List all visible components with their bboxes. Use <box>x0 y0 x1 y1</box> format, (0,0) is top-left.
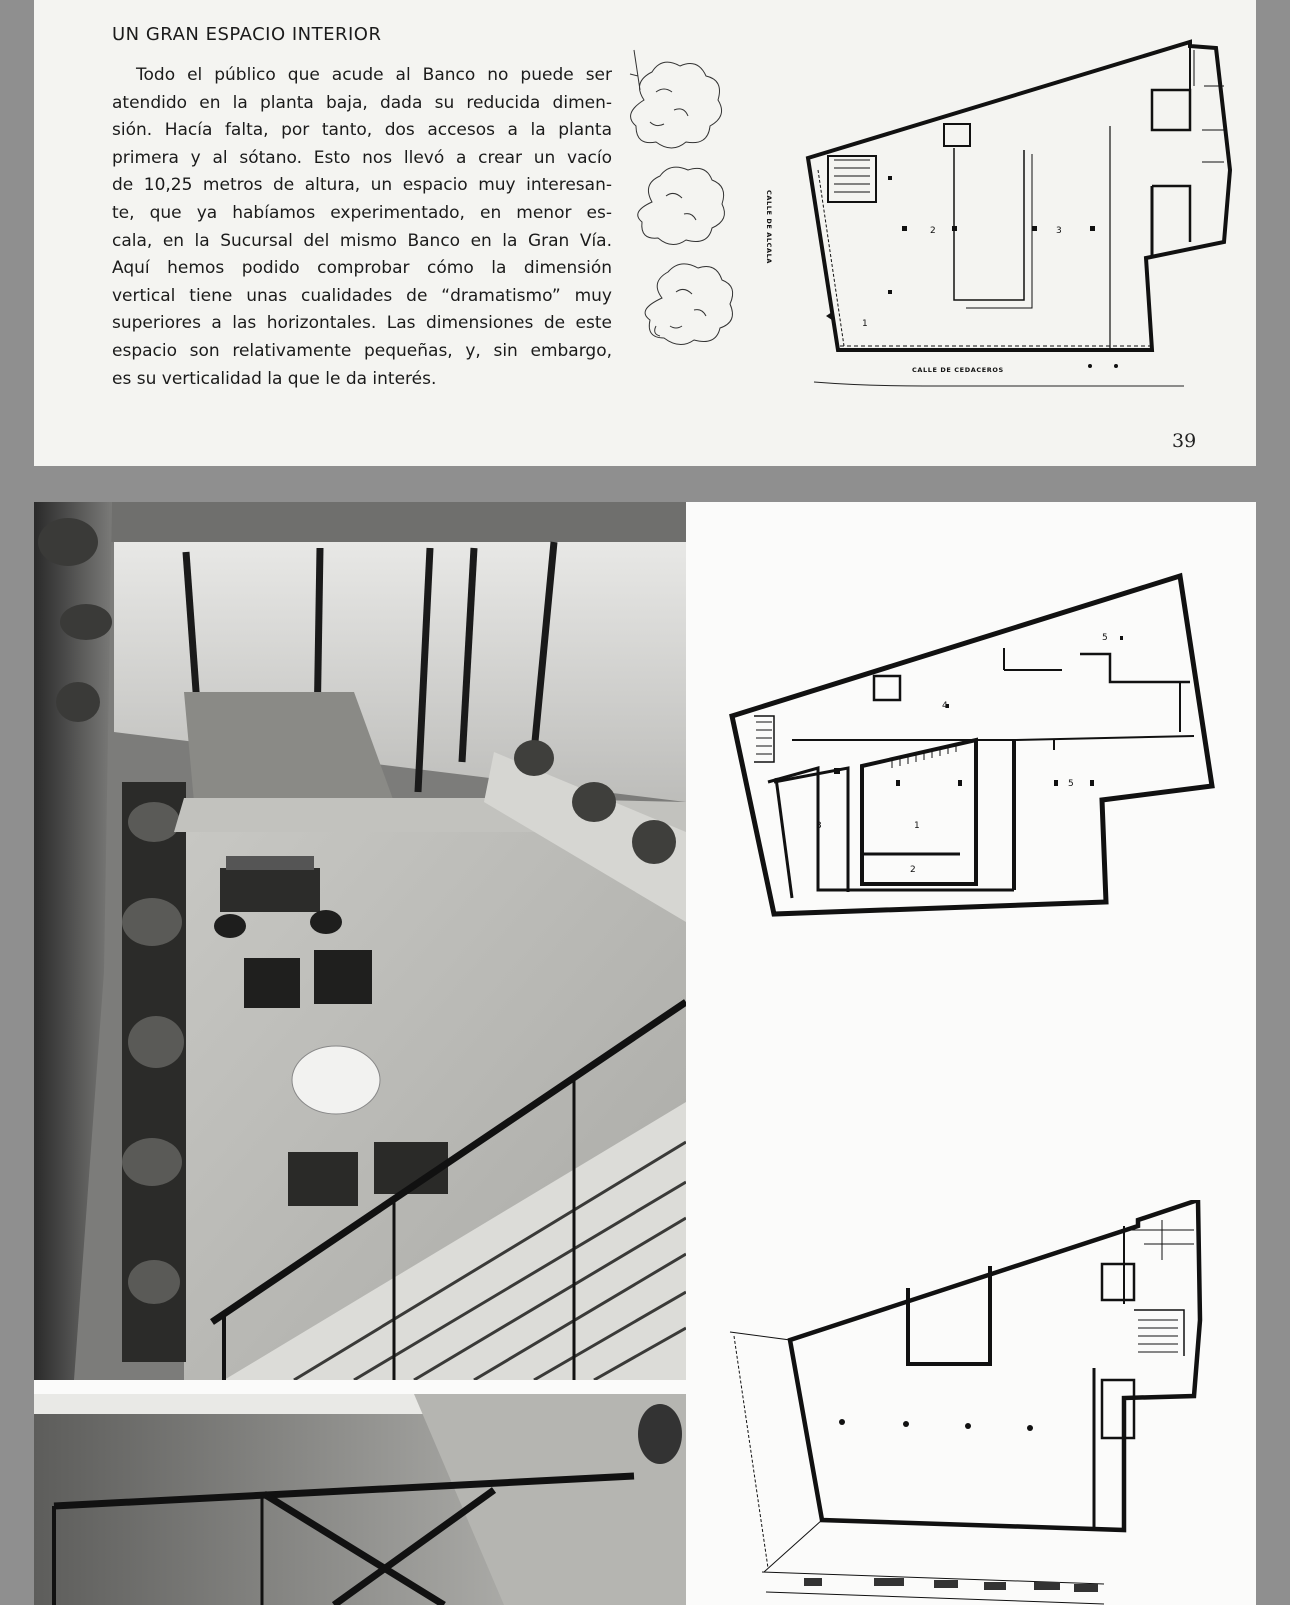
body-line: te, que ya habíamos experimentado, en menor es- <box>112 202 612 223</box>
atrium-photo <box>34 502 686 1380</box>
body-line: superiores a las horizontales. Las dimensiones de este <box>112 313 612 334</box>
page-number: 39 <box>1172 430 1197 452</box>
tree-icon <box>638 167 725 244</box>
first-floor-columns <box>839 1419 1033 1431</box>
body-line: cala, en la Sucursal del mismo Banco en la Gran Vía. <box>112 230 612 251</box>
body-line: atendido en la planta baja, dada su reducida dimen- <box>112 92 612 113</box>
body-line: vertical tiene unas cualidades de “dramatismo” muy <box>112 285 612 306</box>
stair-photo <box>34 1394 686 1605</box>
basement-plan <box>724 572 1224 932</box>
room-label-3: 3 <box>816 821 822 831</box>
room-label-2: 2 <box>910 865 916 875</box>
page-40 <box>34 502 1256 1605</box>
first-floor-plan <box>724 1200 1224 1605</box>
room-label-3: 3 <box>1056 226 1062 236</box>
street-label-alcala: CALLE DE ALCALA <box>765 190 773 265</box>
body-line: es su verticalidad la que le da interés. <box>112 368 437 389</box>
plan-columns <box>888 176 1095 294</box>
room-label-1: 1 <box>862 319 868 329</box>
body-line: sión. Hacía falta, por tanto, dos accesos a la planta <box>112 120 612 141</box>
room-label-4: 4 <box>942 701 948 711</box>
page-39 <box>34 0 1256 466</box>
room-label-5b: 5 <box>1068 779 1074 789</box>
body-line: de 10,25 metros de altura, un espacio muy interesan- <box>112 175 612 196</box>
section-title: UN GRAN ESPACIO INTERIOR <box>112 24 382 45</box>
body-paragraph <box>112 62 612 393</box>
room-label-5: 5 <box>1102 633 1108 643</box>
body-line: Aquí hemos podido comprobar cómo la dimensión <box>112 258 612 279</box>
body-line: primera y al sótano. Esto nos llevó a crear un vacío <box>112 147 612 168</box>
body-line: espacio son relativamente pequeñas, y, sin embargo, <box>112 340 612 361</box>
street-curb <box>814 382 1184 386</box>
tree-icon <box>645 264 733 345</box>
room-label-2: 2 <box>930 226 936 236</box>
ground-floor-plan <box>604 30 1244 400</box>
street-label-cedaceros: CALLE DE CEDACEROS <box>912 366 1004 374</box>
entrance-marker <box>826 312 1118 368</box>
facade-ornament <box>804 1578 1098 1592</box>
room-label-1: 1 <box>914 821 920 831</box>
body-line: Todo el público que acude al Banco no puede ser <box>136 65 612 85</box>
plan-walls <box>808 42 1230 350</box>
tree-icon <box>630 50 722 148</box>
